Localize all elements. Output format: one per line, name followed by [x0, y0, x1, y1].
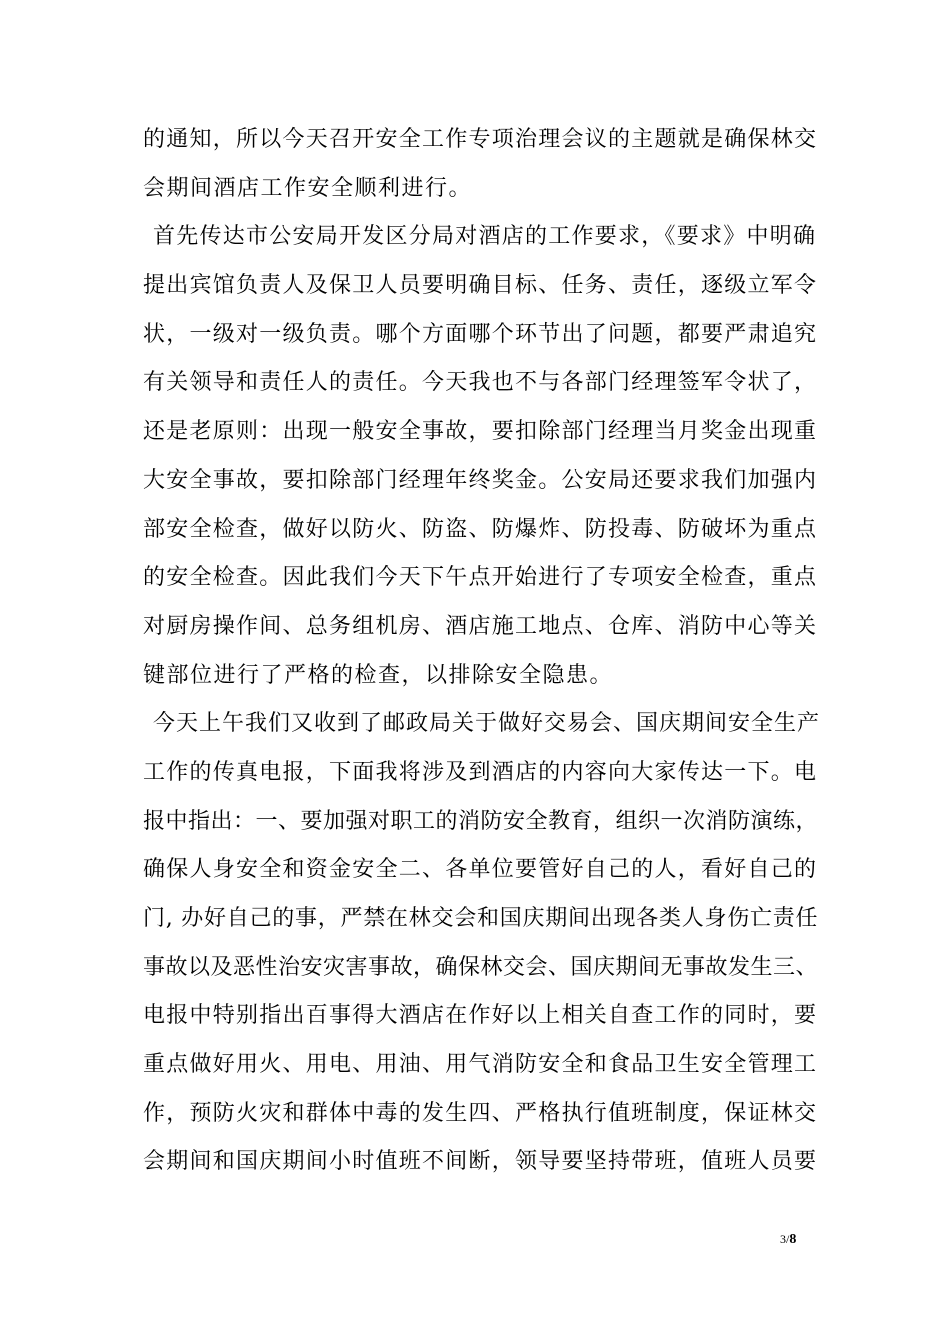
page-total: 8 [789, 1232, 797, 1247]
text-line: 会期间酒店工作安全顺利进行。 [143, 175, 473, 201]
text-line: 会期间和国庆期间小时值班不间断，领导要坚持带班，值班人员要 [143, 1149, 818, 1175]
text-line: 对厨房操作间、总务组机房、酒店施工地点、仓库、消防中心等关 [143, 613, 818, 639]
text-line: 确保人身安全和资金安全二、各单位要管好自己的人，看好自己的 [143, 857, 818, 883]
text-line: 部安全检查，做好以防火、防盗、防爆炸、防投毒、防破坏为重点 [143, 516, 818, 542]
text-line: 还是老原则：出现一般安全事故，要扣除部门经理当月奖金出现重 [143, 419, 818, 445]
text-line: 电报中特别指出百事得大酒店在作好以上相关自查工作的同时，要 [143, 1003, 818, 1029]
page-number [780, 1232, 796, 1248]
text-line: 首先传达市公安局开发区分局对酒店的工作要求，《要求》中明确 [153, 224, 817, 250]
text-line: 报中指出：一、要加强对职工的消防安全教育，组织一次消防演练， [143, 808, 819, 834]
text-line: 状，一级对一级负责。哪个方面哪个环节出了问题，都要严肃追究 [143, 321, 818, 347]
text-line: 的安全检查。因此我们今天下午点开始进行了专项安全检查，重点 [143, 565, 818, 591]
text-line: 的通知，所以今天召开安全工作专项治理会议的主题就是确保林交 [143, 127, 818, 152]
text-line: 事故以及恶性治安灾害事故，确保林交会、国庆期间无事故发生三、 [143, 954, 819, 980]
text-line: 门, 办好自己的事，严禁在林交会和国庆期间出现各类人身伤亡责任 [143, 906, 819, 931]
document-body [143, 116, 823, 1187]
text-line: 提出宾馆负责人及保卫人员要明确目标、任务、责任，逐级立军令 [143, 273, 818, 299]
text-line: 有关领导和责任人的责任。今天我也不与各部门经理签军令状了， [143, 370, 818, 396]
page-current: 3/ [780, 1232, 790, 1246]
text-line: 作，预防火灾和群体中毒的发生四、严格执行值班制度，保证林交 [143, 1100, 818, 1126]
text-line: 今天上午我们又收到了邮政局关于做好交易会、国庆期间安全生产 [153, 711, 821, 737]
text-line: 大安全事故，要扣除部门经理年终奖金。公安局还要求我们加强内 [143, 467, 818, 493]
text-line: 重点做好用火、用电、用油、用气消防安全和食品卫生安全管理工 [143, 1052, 818, 1078]
text-line: 键部位进行了严格的检查，以排除安全隐患。 [143, 662, 614, 688]
text-line: 工作的传真电报，下面我将涉及到酒店的内容向大家传达一下。电 [143, 759, 818, 785]
